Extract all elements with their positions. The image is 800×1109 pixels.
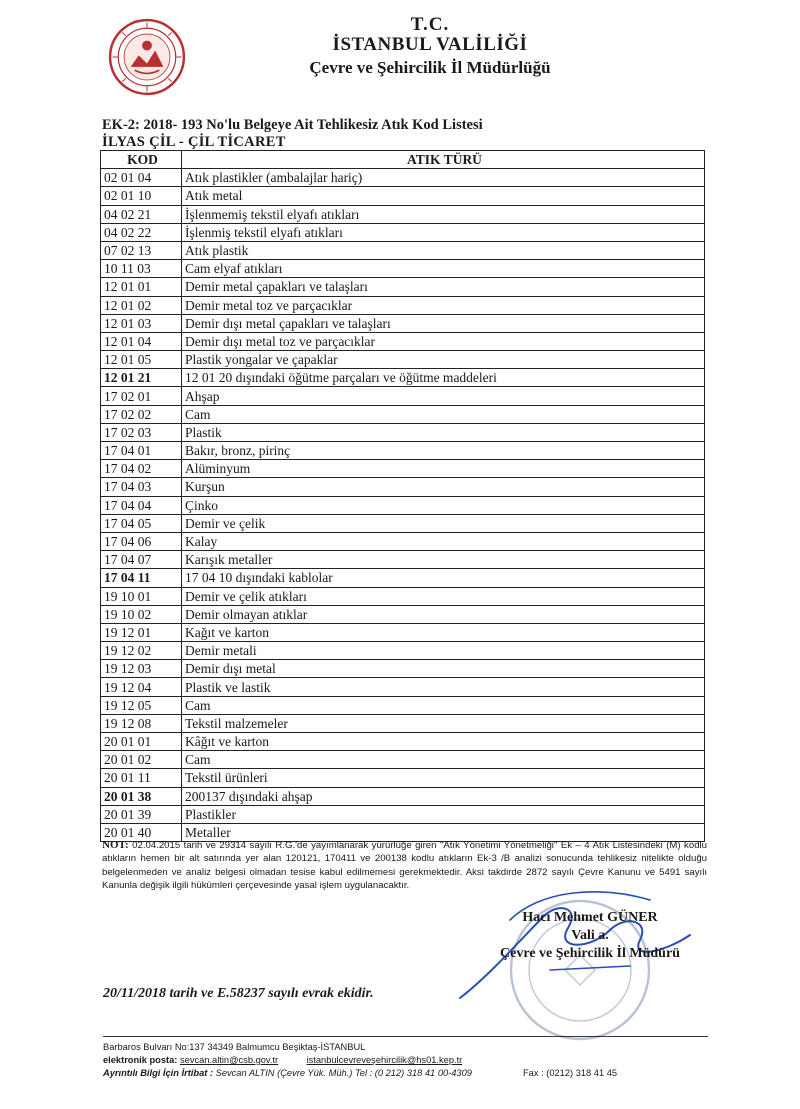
- waste-code-cell: 12 01 03: [101, 314, 182, 332]
- waste-type-cell: İşlenmiş tekstil elyafı atıkları: [182, 223, 705, 241]
- header-mudurluk: Çevre ve Şehircilik İl Müdürlüğü: [309, 58, 551, 77]
- waste-code-cell: 19 12 05: [101, 696, 182, 714]
- table-row: [101, 805, 705, 823]
- waste-code-cell: 12 01 02: [101, 296, 182, 314]
- table-row: [101, 642, 705, 660]
- footer-fax: Fax : (0212) 318 41 45: [523, 1068, 618, 1078]
- signer-name: Hacı Mehmet GÜNER: [522, 910, 658, 925]
- waste-type-cell: Cam: [182, 696, 705, 714]
- table-row: [101, 442, 705, 460]
- company-name: İLYAS ÇİL - ÇİL TİCARET: [102, 134, 286, 150]
- note-text: 02.04.2015 tarih ve 29314 sayılı R.G.'de yayımlanarak yürürlüğe giren "Atık Yönetimi Yönetmeliği" Ek – 4 Atık Listesindeki (M) kodlu atıkların hemen bir alt satırında yer alan 120121, 170411 ve 200138 kodlu atıkların Ek-3 /B analizi sonucunda tehlikesiz nitelikte olduğu belgelenmeden ve analiz belgesi olmadan tesise kabul edilmemesi gerekmektedir. Aksi takdirde 2872 sayılı Çevre Kanunu ve 5491 sayılı Kanunla değişik ilgili hükümleri çerçevesinde yasal işlem uygulanacaktır.: [102, 840, 707, 891]
- waste-code-cell: 19 10 02: [101, 605, 182, 623]
- table-row: [101, 278, 705, 296]
- waste-type-cell: Plastik ve lastik: [182, 678, 705, 696]
- table-row: [101, 369, 705, 387]
- waste-code-cell: 17 04 07: [101, 551, 182, 569]
- waste-type-cell: Kurşun: [182, 478, 705, 496]
- waste-type-cell: Plastik: [182, 423, 705, 441]
- waste-type-cell: Ahşap: [182, 387, 705, 405]
- waste-type-cell: Plastik yongalar ve çapaklar: [182, 351, 705, 369]
- header-kod: KOD: [101, 151, 182, 169]
- table-header-row: [101, 151, 705, 169]
- table-row: [101, 660, 705, 678]
- registry-note: 20/11/2018 tarih ve E.58237 sayılı evrak ekidir.: [103, 986, 374, 1001]
- document-title: EK-2: 2018- 193 No'lu Belgeye Ait Tehlikesiz Atık Kod Listesi: [102, 117, 483, 133]
- table-row: [101, 351, 705, 369]
- table-row: [101, 733, 705, 751]
- waste-code-cell: 19 10 01: [101, 587, 182, 605]
- table-row: [101, 551, 705, 569]
- waste-type-cell: Tekstil ürünleri: [182, 769, 705, 787]
- waste-code-cell: 04 02 21: [101, 205, 182, 223]
- waste-type-cell: Kalay: [182, 532, 705, 550]
- table-row: [101, 751, 705, 769]
- waste-code-cell: 20 01 11: [101, 769, 182, 787]
- table-row: [101, 532, 705, 550]
- waste-code-cell: 19 12 04: [101, 678, 182, 696]
- waste-code-cell: 19 12 02: [101, 642, 182, 660]
- waste-type-cell: Demir metal toz ve parçacıklar: [182, 296, 705, 314]
- header-atik-turu: ATIK TÜRÜ: [182, 151, 705, 169]
- footer-contact-label: Ayrıntılı Bilgi İçin İrtibat :: [103, 1068, 214, 1078]
- waste-type-cell: İşlenmemiş tekstil elyafı atıkları: [182, 205, 705, 223]
- footer-contact-person: Sevcan ALTIN (Çevre Yük. Müh.) Tel : (0 212) 318 41 00-4309: [213, 1068, 472, 1078]
- waste-type-cell: Metaller: [182, 823, 705, 841]
- waste-code-cell: 12 01 01: [101, 278, 182, 296]
- table-row: [101, 187, 705, 205]
- ministry-seal-logo: [106, 16, 188, 98]
- table-row: [101, 169, 705, 187]
- waste-code-cell: 17 04 11: [101, 569, 182, 587]
- waste-type-cell: 17 04 10 dışındaki kablolar: [182, 569, 705, 587]
- waste-code-cell: 17 04 01: [101, 442, 182, 460]
- table-row: [101, 332, 705, 350]
- waste-code-cell: 20 01 01: [101, 733, 182, 751]
- waste-code-cell: 17 04 03: [101, 478, 182, 496]
- waste-code-cell: 19 12 01: [101, 623, 182, 641]
- waste-type-cell: Atık metal: [182, 187, 705, 205]
- waste-code-cell: 19 12 03: [101, 660, 182, 678]
- table-row: [101, 314, 705, 332]
- footer-email-label: elektronik posta:: [103, 1055, 178, 1065]
- footer-contact-emails: [103, 1055, 462, 1065]
- table-row: [101, 405, 705, 423]
- waste-code-cell: 20 01 40: [101, 823, 182, 841]
- waste-type-cell: Karışık metaller: [182, 551, 705, 569]
- signature-scribble: [450, 880, 730, 1010]
- waste-type-cell: Kâğıt ve karton: [182, 733, 705, 751]
- waste-type-cell: Kağıt ve karton: [182, 623, 705, 641]
- signer-role: Vali a.: [571, 928, 609, 943]
- waste-type-cell: Demir metal çapakları ve talaşları: [182, 278, 705, 296]
- table-row: [101, 496, 705, 514]
- waste-type-cell: Demir ve çelik: [182, 514, 705, 532]
- table-row: [101, 205, 705, 223]
- waste-type-cell: Tekstil malzemeler: [182, 714, 705, 732]
- waste-type-cell: Plastikler: [182, 805, 705, 823]
- waste-code-cell: 10 11 03: [101, 260, 182, 278]
- waste-type-cell: Bakır, bronz, pirinç: [182, 442, 705, 460]
- waste-code-cell: 02 01 10: [101, 187, 182, 205]
- waste-code-cell: 20 01 02: [101, 751, 182, 769]
- waste-type-cell: 12 01 20 dışındaki öğütme parçaları ve öğütme maddeleri: [182, 369, 705, 387]
- waste-type-cell: Cam: [182, 751, 705, 769]
- waste-code-cell: 17 02 01: [101, 387, 182, 405]
- table-row: [101, 769, 705, 787]
- waste-type-cell: Çinko: [182, 496, 705, 514]
- waste-code-cell: 17 04 02: [101, 460, 182, 478]
- waste-code-cell: 07 02 13: [101, 241, 182, 259]
- table-row: [101, 241, 705, 259]
- waste-type-cell: Demir dışı metal: [182, 660, 705, 678]
- waste-type-cell: Demir ve çelik atıkları: [182, 587, 705, 605]
- waste-type-cell: Cam: [182, 405, 705, 423]
- table-row: [101, 678, 705, 696]
- waste-type-cell: Alüminyum: [182, 460, 705, 478]
- waste-code-cell: 17 02 03: [101, 423, 182, 441]
- table-row: [101, 587, 705, 605]
- waste-type-cell: Demir dışı metal toz ve parçacıklar: [182, 332, 705, 350]
- waste-code-cell: 17 04 04: [101, 496, 182, 514]
- table-row: [101, 423, 705, 441]
- waste-type-cell: Atık plastikler (ambalajlar hariç): [182, 169, 705, 187]
- waste-code-cell: 12 01 05: [101, 351, 182, 369]
- table-row: [101, 260, 705, 278]
- signer-title: Çevre ve Şehircilik İl Müdürü: [500, 946, 680, 961]
- waste-code-cell: 12 01 04: [101, 332, 182, 350]
- table-row: [101, 696, 705, 714]
- waste-code-table: [100, 150, 705, 842]
- waste-code-cell: 17 04 06: [101, 532, 182, 550]
- header-tc: T.C.: [410, 14, 450, 35]
- footer-contact-info: [103, 1068, 618, 1078]
- table-row: [101, 223, 705, 241]
- waste-code-cell: 12 01 21: [101, 369, 182, 387]
- table-row: [101, 569, 705, 587]
- waste-code-cell: 20 01 38: [101, 787, 182, 805]
- waste-type-cell: Atık plastik: [182, 241, 705, 259]
- table-row: [101, 787, 705, 805]
- table-row: [101, 478, 705, 496]
- waste-code-cell: 04 02 22: [101, 223, 182, 241]
- table-row: [101, 714, 705, 732]
- table-row: [101, 296, 705, 314]
- waste-type-cell: Demir dışı metal çapakları ve talaşları: [182, 314, 705, 332]
- note-label: NOT:: [102, 839, 129, 851]
- footer-email-link[interactable]: sevcan.altin@csb.gov.tr: [180, 1055, 279, 1065]
- waste-code-cell: 17 02 02: [101, 405, 182, 423]
- footer-address: Barbaros Bulvarı No:137 34349 Balmumcu Beşiktaş-İSTANBUL: [103, 1042, 366, 1052]
- waste-type-cell: Cam elyaf atıkları: [182, 260, 705, 278]
- table-row: [101, 605, 705, 623]
- waste-type-cell: Demir metali: [182, 642, 705, 660]
- waste-type-cell: Demir olmayan atıklar: [182, 605, 705, 623]
- header-valilik: İSTANBUL VALİLİĞİ: [332, 34, 528, 55]
- table-row: [101, 623, 705, 641]
- waste-type-cell: 200137 dışındaki ahşap: [182, 787, 705, 805]
- table-row: [101, 460, 705, 478]
- waste-code-cell: 19 12 08: [101, 714, 182, 732]
- waste-code-cell: 20 01 39: [101, 805, 182, 823]
- table-row: [101, 387, 705, 405]
- footer-divider: [103, 1036, 708, 1037]
- footer-kep-link[interactable]: istanbulcevreveşehircilik@hs01.kep.tr: [306, 1055, 463, 1065]
- waste-code-cell: 02 01 04: [101, 169, 182, 187]
- table-row: [101, 514, 705, 532]
- waste-code-cell: 17 04 05: [101, 514, 182, 532]
